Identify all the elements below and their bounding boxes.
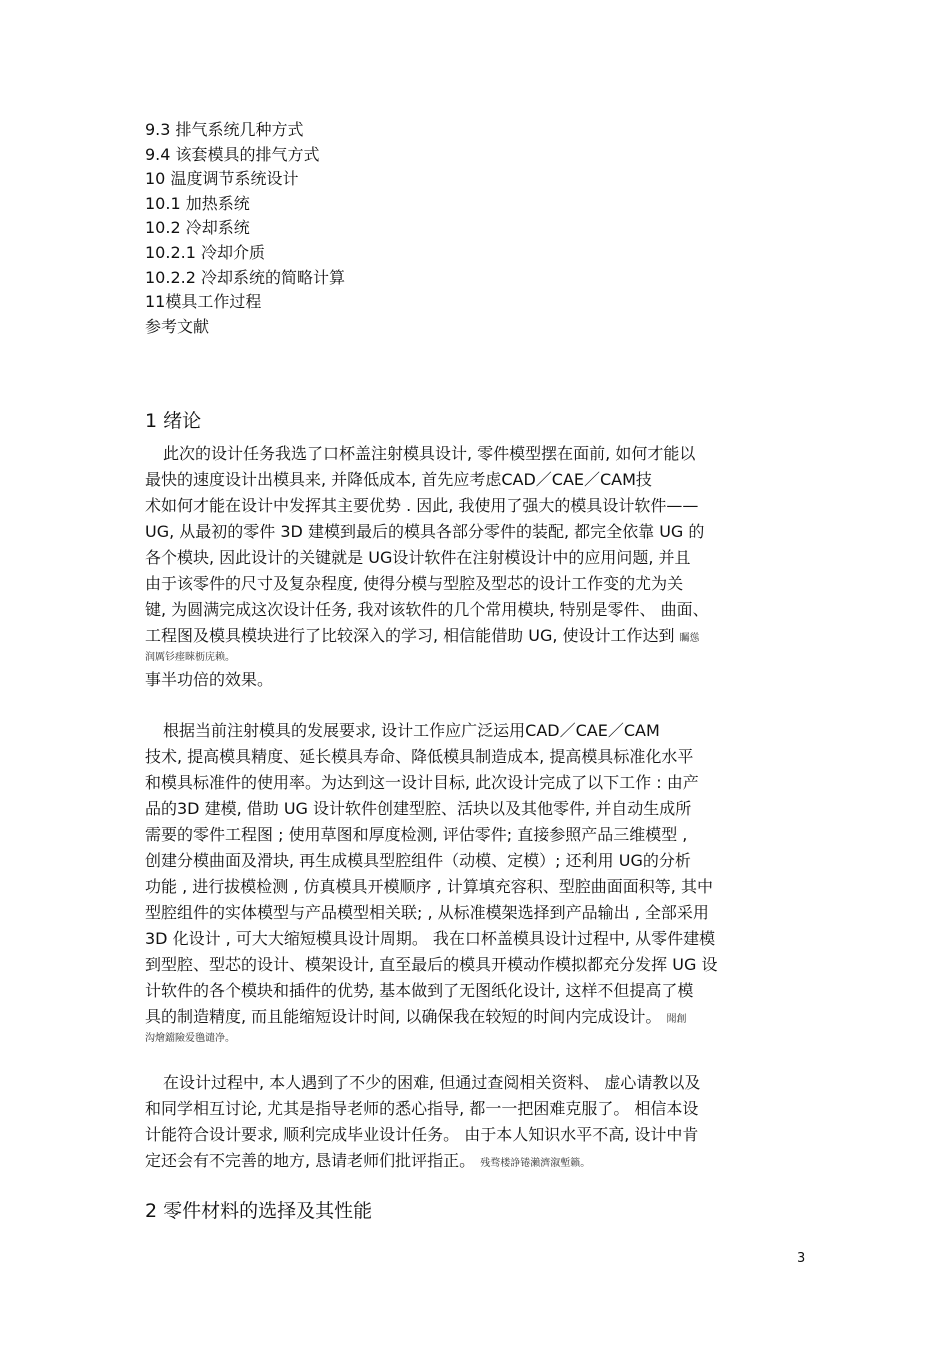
text-line: 3D 化设计 , 可大大缩短模具设计周期。 我在口杯盖模具设计过程中, 从零件建模 (145, 929, 716, 948)
text-line: 和模具标准件的使用率。为达到这一设计目标, 此次设计完成了以下工作 : 由产 (145, 773, 699, 792)
text-line: 术如何才能在设计中发挥其主要优势 . 因此, 我使用了强大的模具设计软件—— (145, 496, 699, 515)
paragraph-intro-3 (145, 1070, 813, 1174)
paragraph-intro-1 (145, 441, 813, 693)
stray-characters: 沟燴鐺險爱氇谴净。 (145, 1033, 235, 1044)
text-line: 和同学相互讨论, 尤其是指导老师的悉心指导, 都一一把困难克服了。 相信本设 (145, 1099, 699, 1118)
text-line: 计软件的各个模块和插件的优势, 基本做到了无图纸化设计, 这样不但提高了模 (145, 981, 694, 1000)
text-line: 根据当前注射模具的发展要求, 设计工作应广泛运用CAD／CAE／CAM (163, 721, 660, 740)
toc-item: 10 温度调节系统设计 (145, 169, 299, 189)
text-line: 在设计过程中, 本人遇到了不少的困难, 但通过查阅相关资料、 虚心请教以及 (163, 1073, 701, 1092)
text-line: 由于该零件的尺寸及复杂程度, 使得分模与型腔及型芯的设计工作变的尤为关 (145, 574, 684, 593)
text-line: 创建分模曲面及滑块, 再生成模具型腔组件（动模、定模）; 还利用 UG的分析 (145, 851, 691, 870)
stray-characters: 残骛楼諍锩瀨濟溆塹籟。 (480, 1158, 591, 1169)
section-heading-introduction: 1 绪论 (145, 410, 202, 432)
toc-item: 10.1 加热系统 (145, 193, 250, 213)
text-line: 计能符合设计要求, 顺利完成毕业设计任务。 由于本人知识水平不高, 设计中肯 (145, 1125, 699, 1144)
text-line: 最快的速度设计出模具来, 并降低成本, 首先应考虑CAD／CAE／CAM技 (145, 470, 652, 489)
text-line: 各个模块, 因此设计的关键就是 UG设计软件在注射模设计中的应用问题, 并且 (145, 548, 691, 567)
table-of-contents (145, 118, 345, 339)
text-line: 需要的零件工程图 ; 使用草图和厚度检测, 评估零件; 直接参照产品三维模型 , (145, 825, 688, 844)
page-number: 3 (797, 1251, 806, 1266)
toc-item: 10.2 冷却系统 (145, 218, 250, 238)
text-line: 品的3D 建模, 借助 UG 设计软件创建型腔、活块以及其他零件, 并自动生成所 (145, 799, 692, 818)
text-fragment: 工程图及模具模块进行了比较深入的学习, 相信能借助 UG, 使设计工作达到 (145, 626, 675, 645)
text-line: 事半功倍的效果。 (145, 670, 274, 689)
toc-item: 11模具工作过程 (145, 292, 262, 312)
text-line: 功能 , 进行拔模检测 , 仿真模具开模顺序 , 计算填充容积、型腔曲面面积等, 其中 (145, 877, 713, 896)
toc-item: 10.2.2 冷却系统的简略计算 (145, 267, 345, 287)
stray-characters: 矚慫 (679, 633, 700, 644)
toc-item: 9.3 排气系统几种方式 (145, 120, 304, 139)
text-line (145, 623, 813, 649)
text-line (145, 1004, 813, 1030)
text-line: UG, 从最初的零件 3D 建模到最后的模具各部分零件的装配, 都完全依靠 UG 的 (145, 522, 705, 541)
toc-item: 9.4 该套模具的排气方式 (145, 144, 320, 164)
text-line (145, 1148, 813, 1174)
toc-item: 参考文献 (145, 316, 210, 336)
text-fragment: 具的制造精度, 而且能缩短设计时间, 以确保我在较短的时间内完成设计。 (145, 1007, 662, 1026)
paragraph-intro-2 (145, 718, 813, 1048)
text-line: 技术, 提高模具精度、延长模具寿命、降低模具制造成本, 提高模具标准化水平 (145, 747, 694, 766)
text-line: 此次的设计任务我选了口杯盖注射模具设计, 零件模型摆在面前, 如何才能以 (163, 444, 696, 463)
section-heading-materials: 2 零件材料的选择及其性能 (145, 1200, 373, 1222)
text-fragment: 定还会有不完善的地方, 恳请老师们批评指正。 (145, 1151, 476, 1170)
toc-item: 10.2.1 冷却介质 (145, 242, 265, 262)
text-line: 型腔组件的实体模型与产品模型相关联; , 从标准模架选择到产品输出 , 全部采用 (145, 903, 709, 922)
text-line: 键, 为圆满完成这次设计任务, 我对该软件的几个常用模块, 特别是零件、 曲面、 (145, 600, 709, 619)
stray-characters: 聞創 (666, 1014, 687, 1025)
stray-characters: 润厲钐瘗睞枥庑赖。 (145, 652, 235, 663)
text-line: 到型腔、型芯的设计、模架设计, 直至最后的模具开模动作模拟都充分发挥 UG 设 (145, 955, 718, 974)
